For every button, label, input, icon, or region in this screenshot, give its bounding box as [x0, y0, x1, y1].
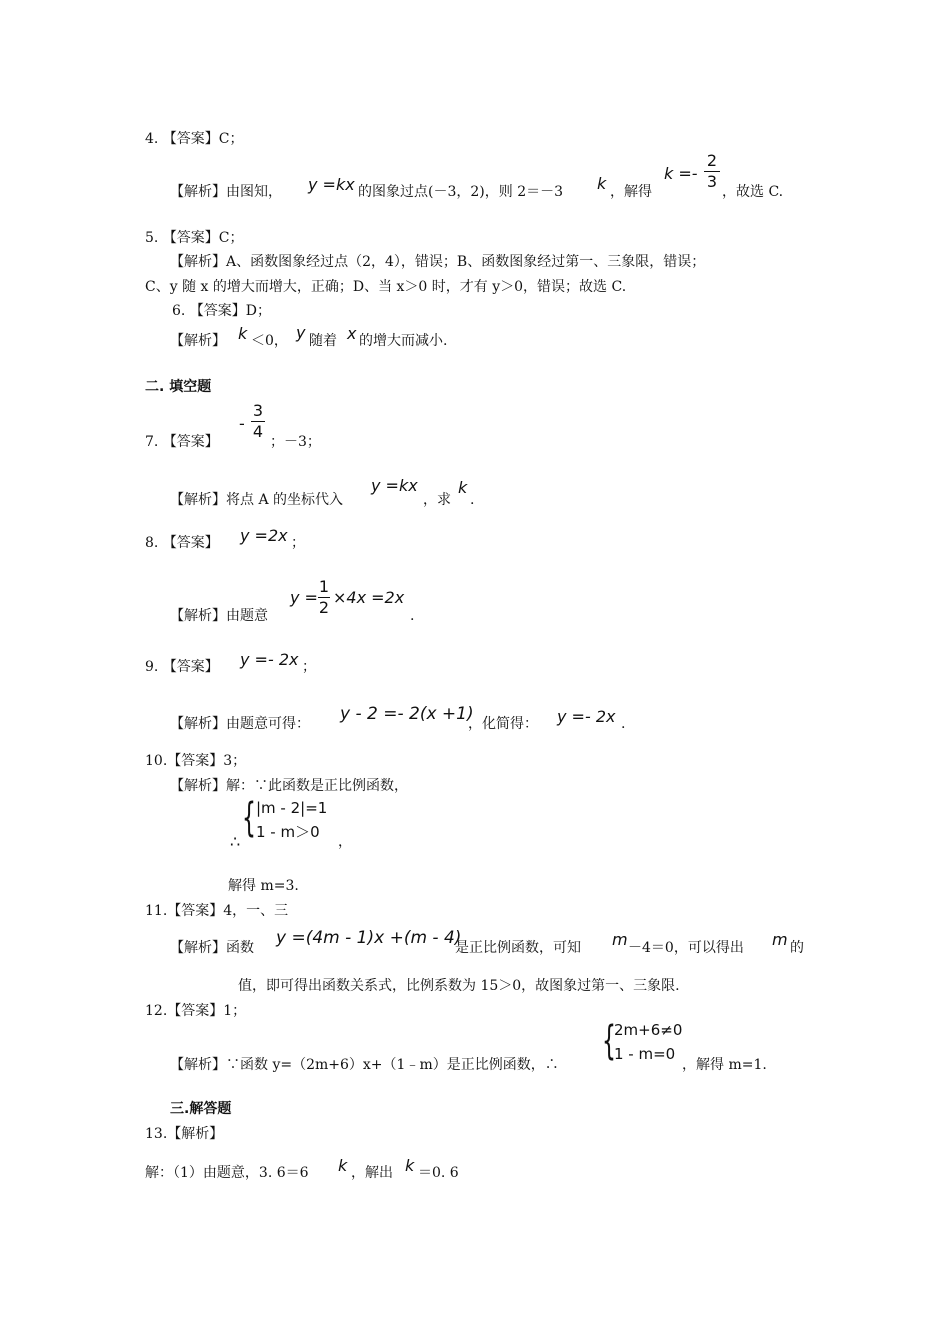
q8-answer-semicolon: ； — [291, 535, 305, 551]
q7-eq: y =kx — [371, 476, 418, 495]
q10-therefore-symbol: ∴ — [230, 832, 241, 851]
q6-x: x — [347, 324, 357, 343]
q11-analysis-line2: 值，即可得出函数关系式，比例系数为 15＞0，故图象过第一、三象限. — [238, 978, 680, 994]
q10-system-eq1: |m - 2|=1 — [256, 799, 328, 817]
q10-system-eq2: 1 - m＞0 — [256, 823, 320, 841]
q6-y: y — [296, 323, 306, 342]
q9-answer-label: 9. 【答案】 — [145, 659, 219, 675]
q12-system-eq1: 2m+6≠0 — [614, 1021, 683, 1039]
q4-answer: 4. 【答案】C； — [145, 131, 244, 147]
q5-analysis-line2: C、y 随 x 的增大而增大，正确；D、当 x＞0 时，才有 y＞0，错误；故选 C. — [145, 279, 627, 295]
q11-m1: m — [612, 930, 628, 949]
q12-system-brace: { — [602, 1018, 616, 1064]
q4-solve-text: ，解得 — [610, 184, 652, 200]
q10-comma: ， — [338, 834, 352, 850]
q10-system — [256, 796, 327, 844]
q8-frac-num: 1 — [318, 577, 330, 596]
q12-answer: 12.【答案】1； — [145, 1003, 247, 1019]
q9-period: . — [621, 716, 626, 732]
q9-analysis-text: 【解析】由题意可得： — [170, 716, 310, 732]
q7-k: k — [458, 478, 468, 497]
q8-answer-label: 8. 【答案】 — [145, 535, 219, 551]
q8-frac-den: 2 — [318, 598, 330, 617]
q10-answer: 10.【答案】3； — [145, 753, 247, 769]
q9-eq-original: y - 2 =- 2(x +1) — [340, 704, 474, 724]
q6-text-b: 随着 — [309, 333, 337, 349]
q4-analysis-text: 的图象过点(－3，2)，则 2＝－3 — [358, 184, 564, 200]
q4-k-eq: k =- — [664, 164, 698, 183]
q13-solution-text: 解：（1）由题意，3. 6＝6 — [145, 1165, 309, 1181]
q11-eq: y =(4m - 1)x +(m - 4) — [276, 928, 462, 948]
q6-text-a: ＜0， — [251, 333, 288, 349]
q8-fraction — [318, 578, 330, 617]
q13-k1: k — [338, 1156, 348, 1175]
q4-analysis-label: 【解析】由图知， — [170, 184, 282, 200]
q13-k2: k — [405, 1156, 415, 1175]
q10-system-brace: { — [242, 795, 256, 841]
q11-analysis-text3: 的 — [790, 940, 804, 956]
q10-analysis: 【解析】解：∵此函数是正比例函数， — [170, 778, 408, 794]
q7-frac-num: 3 — [252, 401, 264, 420]
q9-simplify-text: ，化简得： — [468, 716, 538, 732]
q4-fraction — [704, 152, 720, 191]
q7-answer-value: ；－3； — [270, 434, 321, 450]
q12-system-eq2: 1 - m=0 — [614, 1045, 676, 1063]
q5-analysis-line1: 【解析】A、函数图象经过点（2，4），错误；B、函数图象经过第一、三象限，错误； — [170, 254, 706, 270]
q7-answer-label: 7. 【答案】 — [145, 434, 219, 450]
q6-text-c: 的增大而减小. — [359, 333, 448, 349]
q7-frac-den: 4 — [252, 422, 264, 441]
q11-answer: 11.【答案】4，一、三 — [145, 903, 289, 919]
q7-fraction — [251, 402, 265, 441]
q8-analysis-text: 【解析】由题意 — [170, 608, 268, 624]
q4-eq-ykx: y =kx — [308, 175, 355, 194]
q11-m2: m — [772, 930, 788, 949]
q7-period: . — [470, 492, 475, 508]
section-solution-heading: 三.解答题 — [170, 1101, 232, 1117]
q8-eq-right: ×4x =2x — [333, 588, 405, 607]
q6-k: k — [238, 324, 248, 343]
q4-frac-den: 3 — [706, 172, 718, 191]
q13-title: 13.【解析】 — [145, 1126, 224, 1142]
q5-answer: 5. 【答案】C； — [145, 230, 244, 246]
q9-answer-semicolon: ； — [302, 659, 316, 675]
q8-answer-eq: y =2x — [240, 526, 288, 545]
q8-eq-left: y = — [290, 588, 318, 607]
q6-analysis-label: 【解析】 — [170, 333, 226, 349]
q12-result: ，解得 m=1. — [682, 1057, 767, 1073]
q4-frac-num: 2 — [706, 151, 718, 170]
q10-result: 解得 m=3. — [228, 878, 299, 894]
q12-system — [614, 1018, 682, 1066]
q13-solution-text2: ，解出 — [351, 1165, 393, 1181]
section-fill-blank-heading: 二. 填空题 — [145, 379, 212, 395]
q11-analysis-label: 【解析】函数 — [170, 940, 254, 956]
q7-frac-sign: - — [239, 414, 245, 433]
q4-k: k — [597, 174, 607, 193]
q6-answer: 6. 【答案】D； — [172, 303, 272, 319]
q9-eq-simplified: y =- 2x — [557, 707, 616, 726]
q11-analysis-text2: －4＝0，可以得出 — [628, 940, 744, 956]
q7-analysis-ask: ，求 — [423, 492, 451, 508]
q12-analysis: 【解析】∵函数 y=（2m+6）x+（1﹣m）是正比例函数，∴ — [170, 1057, 559, 1073]
q11-analysis-text: 是正比例函数，可知 — [455, 940, 581, 956]
q9-answer-eq: y =- 2x — [240, 650, 299, 669]
q8-period: . — [410, 608, 415, 624]
q13-solution-value: ＝0. 6 — [418, 1165, 459, 1181]
q7-analysis-text: 【解析】将点 A 的坐标代入 — [170, 492, 344, 508]
q4-conclusion: ，故选 C. — [722, 184, 784, 200]
